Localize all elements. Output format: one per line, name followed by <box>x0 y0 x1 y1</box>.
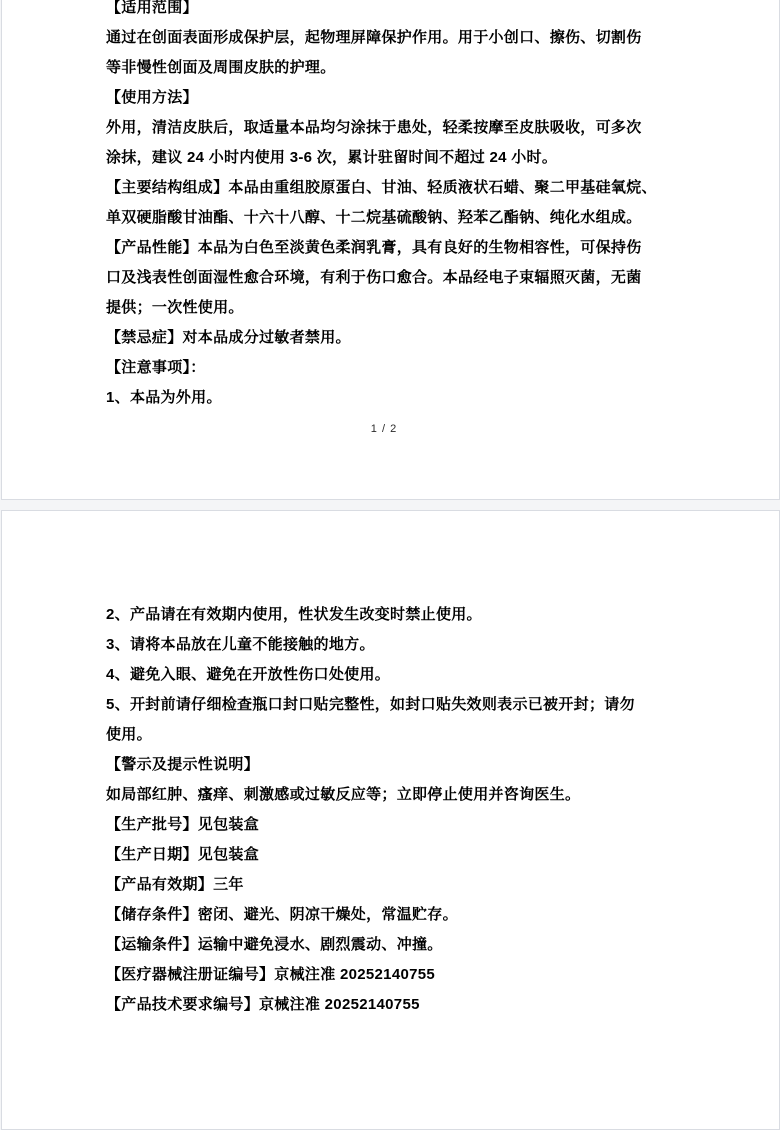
document-line: 3、请将本品放在儿童不能接触的地方。 <box>106 636 375 653</box>
page-2-text-block <box>2 511 779 1020</box>
document-line: 提供；一次性使用。 <box>106 299 244 316</box>
document-line: 使用。 <box>106 726 152 743</box>
document-line: 单双硬脂酸甘油酯、十六十八醇、十二烷基硫酸钠、羟苯乙酯钠、纯化水组成。 <box>106 209 642 226</box>
document-page-2 <box>1 510 780 1130</box>
page-indicator: 1 / 2 <box>370 423 398 435</box>
document-line: 5、开封前请仔细检查瓶口封口贴完整性，如封口贴失效则表示已被开封；请勿 <box>106 696 635 713</box>
document-line: 【主要结构组成】本品由重组胶原蛋白、甘油、轻质液状石蜡、聚二甲基硅氧烷、 <box>106 179 657 196</box>
document-line: 等非慢性创面及周围皮肤的护理。 <box>106 59 336 76</box>
document-line: 【产品性能】本品为白色至淡黄色柔润乳膏，具有良好的生物相容性，可保持伤 <box>106 239 642 256</box>
document-line: 【生产日期】见包装盒 <box>106 846 260 863</box>
document-page-1 <box>1 0 780 500</box>
document-line: 【注意事项】： <box>106 359 206 376</box>
document-line: 2、产品请在有效期内使用，性状发生改变时禁止使用。 <box>106 606 482 623</box>
document-line: 1、本品为外用。 <box>106 389 222 406</box>
page-1-text-block <box>2 0 779 413</box>
document-line: 如局部红肿、瘙痒、刺激感或过敏反应等；立即停止使用并咨询医生。 <box>106 786 581 803</box>
document-line: 外用，清洁皮肤后，取适量本品均匀涂抹于患处，轻柔按摩至皮肤吸收，可多次 <box>106 119 642 136</box>
document-line: 【使用方法】 <box>106 89 198 106</box>
document-line: 【产品技术要求编号】京械注准 20252140755 <box>106 996 420 1013</box>
document-line: 通过在创面表面形成保护层，起物理屏障保护作用。用于小创口、擦伤、切割伤 <box>106 29 642 46</box>
document-line: 【产品有效期】三年 <box>106 876 244 893</box>
document-line: 【医疗器械注册证编号】京械注准 20252140755 <box>106 966 436 983</box>
document-line: 4、避免入眼、避免在开放性伤口处使用。 <box>106 666 391 683</box>
document-line: 涂抹，建议 24 小时内使用 3-6 次，累计驻留时间不超过 24 小时。 <box>106 149 558 166</box>
document-line: 【运输条件】运输中避免浸水、剧烈震动、冲撞。 <box>106 936 443 953</box>
document-line: 【禁忌症】对本品成分过敏者禁用。 <box>106 329 351 346</box>
document-line: 口及浅表性创面湿性愈合环境，有利于伤口愈合。本品经电子束辐照灭菌，无菌 <box>106 269 642 286</box>
document-line: 【储存条件】密闭、避光、阴凉干燥处，常温贮存。 <box>106 906 458 923</box>
document-line: 【适用范围】 <box>106 0 198 16</box>
document-line: 【警示及提示性说明】 <box>106 756 260 773</box>
document-line: 【生产批号】见包装盒 <box>106 816 260 833</box>
